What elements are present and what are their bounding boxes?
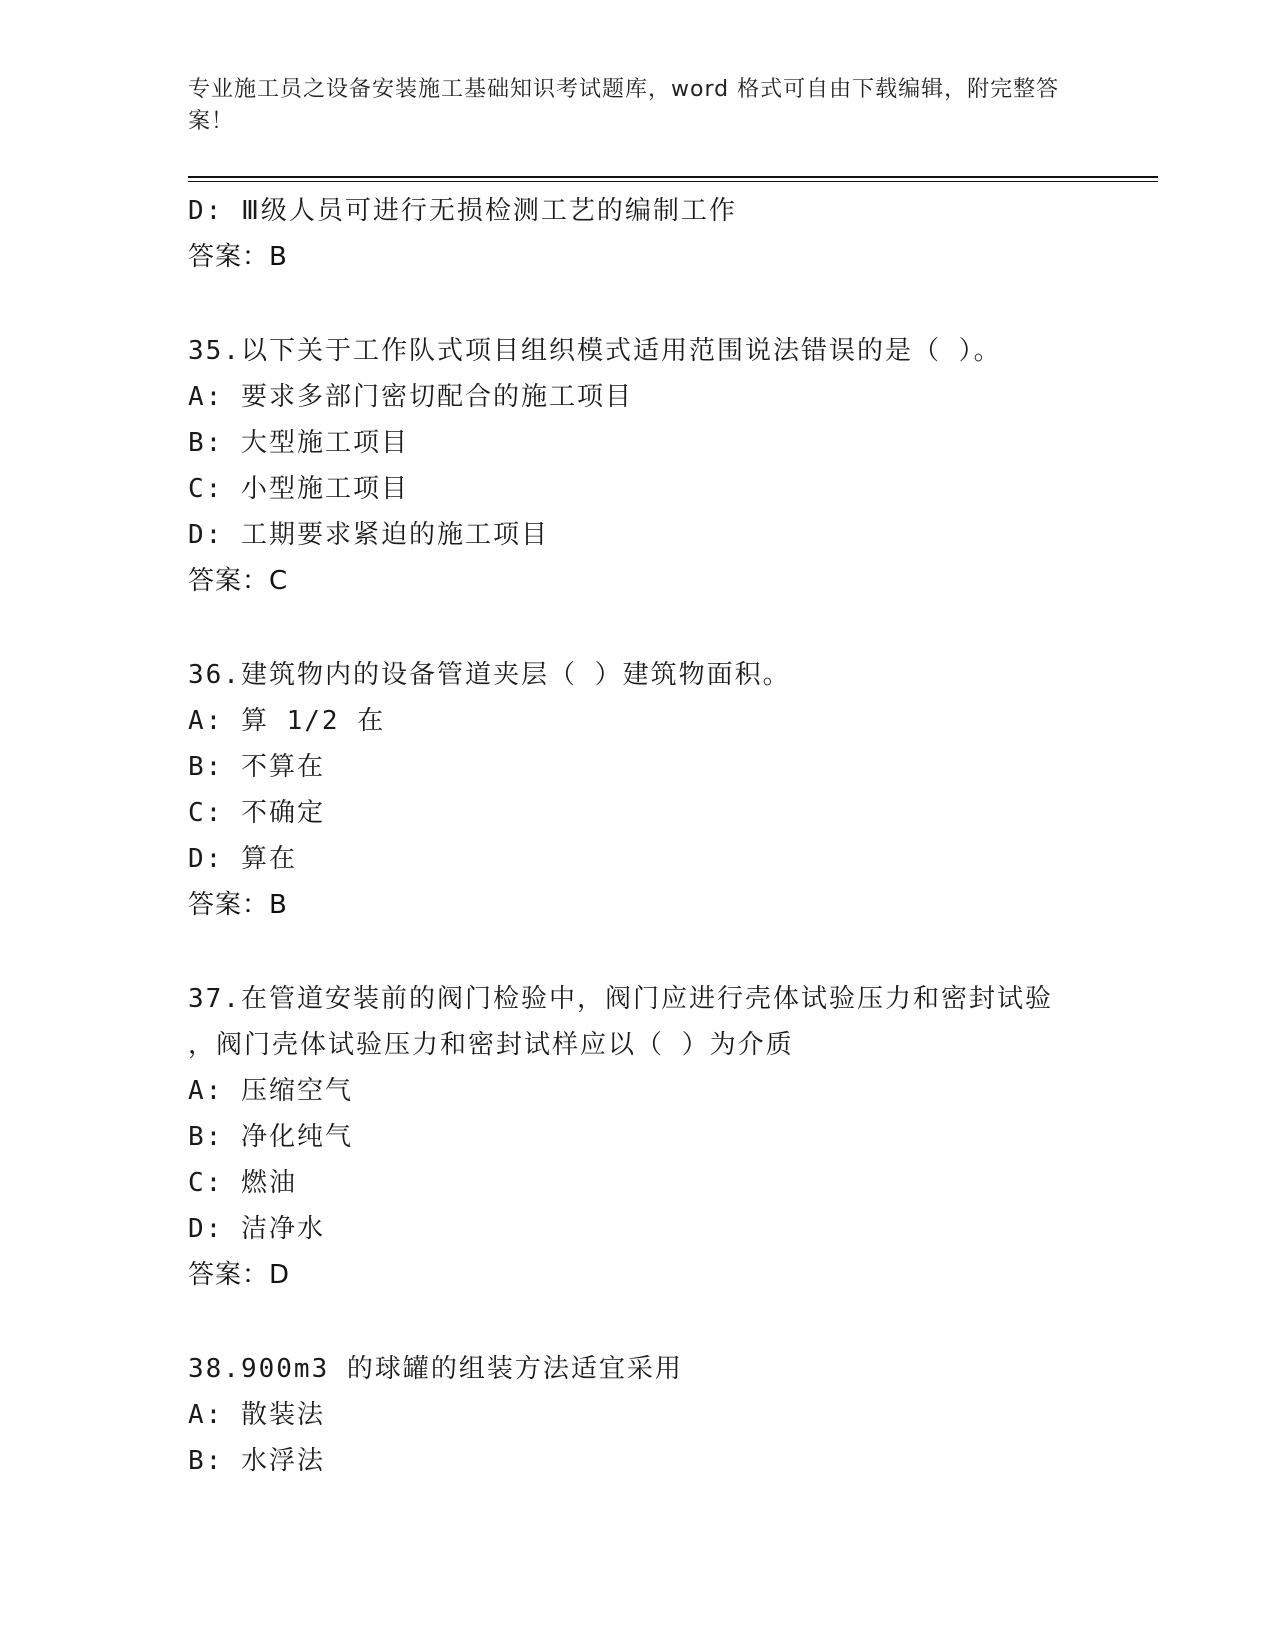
question-38 [188, 1346, 1148, 1484]
question-stem: 36.建筑物内的设备管道夹层（ ）建筑物面积。 [188, 660, 791, 690]
page-header: 专业施工员之设备安装施工基础知识考试题库，word 格式可自由下载编辑，附完整答案！ [188, 77, 1060, 134]
answer-line: 答案：D [188, 1260, 291, 1290]
spacer [188, 928, 1148, 976]
option-d: D: 算在 [188, 844, 297, 874]
question-stem-continued: ，阀门壳体试验压力和密封试样应以（ ）为介质 [188, 1030, 794, 1060]
option-c: C: 不确定 [188, 798, 325, 828]
question-stem: 38.900m3 的球罐的组装方法适宜采用 [188, 1354, 683, 1384]
question-36 [188, 652, 1148, 928]
question-35 [188, 328, 1148, 604]
option-b: B: 大型施工项目 [188, 428, 409, 458]
header-rule-thin [188, 181, 1158, 182]
answer-line: 答案：B [188, 242, 288, 272]
option-a: A: 散装法 [188, 1400, 325, 1430]
answer-line: 答案：B [188, 890, 288, 920]
option-a: A: 算 1/2 在 [188, 706, 386, 736]
option-b: B: 水浮法 [188, 1446, 325, 1476]
option-a: A: 要求多部门密切配合的施工项目 [188, 382, 633, 412]
option-b: B: 不算在 [188, 752, 325, 782]
option-d: D: 工期要求紧迫的施工项目 [188, 520, 549, 550]
option-c: C: 燃油 [188, 1168, 297, 1198]
spacer [188, 280, 1148, 328]
spacer [188, 1298, 1148, 1346]
question-stem: 37.在管道安装前的阀门检验中，阀门应进行壳体试验压力和密封试验 [188, 984, 1053, 1014]
option-b: B: 净化纯气 [188, 1122, 353, 1152]
option-a: A: 压缩空气 [188, 1076, 353, 1106]
option-d: D: Ⅲ级人员可进行无损检测工艺的编制工作 [188, 196, 737, 226]
header-rule-thick [188, 176, 1158, 178]
option-d: D: 洁净水 [188, 1214, 325, 1244]
question-stem: 35.以下关于工作队式项目组织模式适用范围说法错误的是（ ）。 [188, 336, 1002, 366]
spacer [188, 604, 1148, 652]
answer-line: 答案：C [188, 566, 289, 596]
question-34-fragment [188, 188, 1148, 280]
option-c: C: 小型施工项目 [188, 474, 409, 504]
question-content [188, 188, 1148, 1484]
question-37 [188, 976, 1148, 1298]
